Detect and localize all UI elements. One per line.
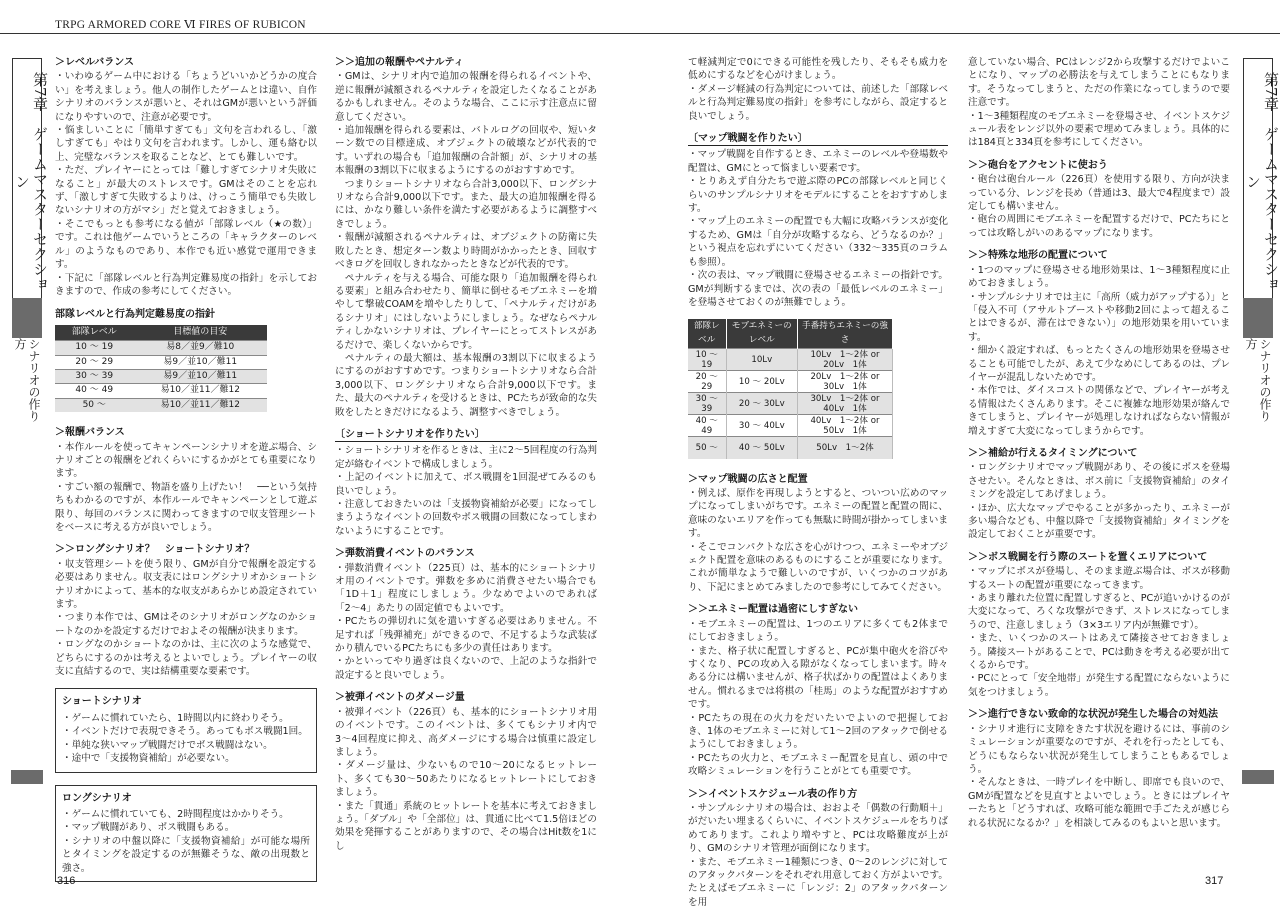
paragraph: ・つまり本作では、GMはそのシナリオがロングなのかショートなのかを設定するだけでおよその報酬が決まります。 [55,612,317,637]
table-row [55,398,267,412]
heading: ＞＞ロングシナリオ？ ショートシナリオ？ [55,544,255,556]
paragraph: ・そこでもっとも参考になる値が「部隊レベル（★の数）」です。これは他ゲームでいうところの「キャラクターのレベル」のようなものであり、本作でも近い感覚で運用できます。 [55,218,317,271]
box-item: ・ゲームに慣れていたら、1時間以内に終わりそう。 [62,712,289,724]
paragraph: ・砲台の周囲にモブエネミーを配置するだけで、PCたちにとっては攻略しがいのあるマップになります。 [968,214,1230,239]
tab-marker-right [1242,770,1274,784]
paragraph: ・PCにとって「安全地帯」が発生する配置にならないように気をつけましょう。 [968,673,1230,698]
box-title: ロングシナリオ [62,792,132,804]
paragraph: ・GMは、シナリオ内で追加の報酬を得られるイベントや、逆に報酬が減額されるペナルティを設定したくなることがあるかもしれません。そのような場合、ここに示す注意点に留意してください。 [335,71,597,123]
paragraph: ・PCたちの現在の火力をだいたいでよいので把握しておき、1体のモブエネミーに対して1〜2回のアタックで倒せるようにしておきましょう。 [688,712,948,751]
paragraph: ・マップにボスが登場し、そのまま遊ぶ場合は、ボスが移動するスートの配置が重要になってきます。 [968,566,1230,591]
paragraph: ・上記のイベントに加えて、ボス戦闘を1回混ぜてみるのも良いでしょう。 [335,472,597,497]
paragraph: ・本作ルールを使ってキャンペーンシナリオを遊ぶ場合、シナリオごとの報酬をどれくらいにするかがとても重要になります。 [55,441,317,480]
heading: ＞レベルバランス [55,57,134,68]
paragraph: ・そんなときは、一時プレイを中断し、即席でも良いので、GMが配置などを見直すとよいでしょう。ときにはプレイヤーたちと「どうすれば、攻略可能な範囲で手ごたえが感じられる状況になるか？」を相談してみるのもよいと思います。 [968,777,1230,829]
table-row [688,437,893,459]
heading: ＞＞エネミー配置は過密にしすぎない [688,604,858,616]
table-cell: 50 〜 [688,437,726,459]
paragraph: ・そこでコンパクトな広さを心がけつつ、エネミーやオブジェクト配置を意味のあるものにすることが重要になります。これが簡単なようで難しいのですが、いくつかのコツがあり、下記にまとめてみましたので参考にしてみてください。 [688,541,948,593]
enemy-guideline-table [688,319,893,458]
chapter-tab-label-right: 第7章 ゲームマスターセクション [1244,71,1280,292]
paragraph: ・シナリオ進行に支障をきたす状況を避けるには、事前のシミュレーションが重要なのですが、それを行ったとしても、どうにもならない状況が発生してしまうこともあるでしょう。 [968,723,1230,775]
tab-marker-left [11,770,43,784]
column-1 [55,56,317,874]
section-tab-label-left: シナリオの作り方 [13,338,41,422]
heading: ＞マップ戦闘の広さと配置 [688,473,808,485]
level-difficulty-table [55,325,267,412]
heading: ＞＞特殊な地形の配置について [968,250,1108,262]
paragraph: ・ダメージ量は、少ないもので10〜20になるヒットレート、多くても30〜50あたりになるヒットレートにしておきましょう。 [335,760,597,799]
paragraph: ・PCたちの火力と、モブエネミー配置を見直し、頭の中で攻略シミュレーションを行うことがとても重要です。 [688,752,948,778]
table-row [688,371,893,393]
paragraph: ・マップ戦闘を自作するとき、エネミーのレベルや登場数や配置は、GMにとって悩ましい要素です。 [688,149,948,174]
paragraph: ・細かく設定すれば、もっとたくさんの地形効果を登場させることも可能でしたが、あえて少なめにしてあるのは、プレイヤーが混乱しないためです。 [968,345,1230,383]
table-cell: 20Lv 1〜2体 or 30Lv 1体 [798,371,893,393]
paragraph: ・かといってやり過ぎは良くないので、上記のような指針で設定すると良いでしょう。 [335,656,597,681]
table-cell: 30 〜 39 [55,369,133,383]
box-title: ショートシナリオ [62,696,142,708]
paragraph: ・モブエネミーの配置は、1つのエリアに多くても2体までにしておきましょう。 [688,618,948,644]
table-header: モブエネミーのレベル [726,319,797,348]
table-cell: 30 〜 39 [688,393,726,415]
paragraph: ・また、モブエネミー1種類につき、0〜2のレンジに対してのアタックパターンをそれぞれ用意しておく方がよいです。たとえばモブエネミーに「レンジ：2」のアタックパターンを用 [688,856,948,908]
paragraph: ・被弾イベント（226頁）も、基本的にショートシナリオ用のイベントです。このイベントは、多くてもシナリオ内で3〜4回程度に抑え、高ダメージにする場合は慎重に設定しましょう。 [335,706,597,758]
table-cell: 10Lv 1〜2体 or 20Lv 1体 [798,349,893,371]
paragraph: ・また「貫通」系統のヒットレートを基本に考えておきましょう。「ダブル」や「全部位」は、貫通に比べて1.5倍ほどの効果を発揮することがありますので、その場合はHit数を1にし [335,800,597,852]
paragraph: ・例えば、原作を再現しようとすると、ついつい広めのマップになってしまいがちです。エネミーの配置と配置の間に、意味のないエリアを作っても無駄に時間が掛かってしまいます。 [688,488,948,540]
table-row [55,384,267,398]
table-cell: 50 〜 [55,398,133,412]
paragraph: ・追加報酬を得られる要素は、バトルログの回収や、短いターン数での目標達成、オブジェクトの破壊などが代表的です。いずれの場合も「追加報酬の合計額」が、シナリオの基本報酬の3割以下に収まるようにするのがおすすめです。 [335,125,597,177]
heading: ＞報酬バランス [55,427,125,439]
paragraph: ・サンプルシナリオの場合は、おおよそ「偶数の行動順＋」がだいたい埋まるくらいに、イベントスケジュールをちりばめてあります。これより増やすと、PCは攻略難度が上がり、GMのシナリオ管理が面倒になります。 [688,802,948,855]
table-cell: 40 〜 50Lv [726,437,797,459]
paragraph: ・ただ、プレイヤーにとっては「難しすぎてシナリオ失敗になること」が最大のストレスです。GMはそのことを忘れず、「激しすぎて失敗するよりは、けっこう簡単でも失敗しないシナリオの方がマシ」だと覚えておきましょう。 [55,165,317,217]
paragraph: ペナルティを与える場合、可能な限り「追加報酬を得られる要素」と組み合わせたり、簡単に倒せるモブエネミーを増やして撃破COAMを増やしたりして、「ペナルティだけがあるシナリオ」にはしないようにしましょう。なぜならペナルティしかないシナリオは、プレイヤーにとってストレスがあるだけで、楽しくないからです。 [335,272,597,351]
table-cell: 30 〜 40Lv [726,415,797,437]
paragraph: ・PCたちの弾切れに気を遣いすぎる必要はありません。不足すれば「残弾補充」ができるので、不足するような武装ばかり積んでいるPCたちにも多少の責任はあります。 [335,616,597,655]
table-cell: 易9／並10／難11 [133,355,267,369]
table-cell: 易9／並10／難11 [133,369,267,383]
paragraph: て軽減判定で0にできる可能性を残したり、そもそも威力を低めにするなどを心がけましょう。 [688,57,948,82]
paragraph: ・また、いくつかのスートはあえて隣接させておきましょう。隣接スートがあることで、PCは動きを考える必要が出てくるからです。 [968,633,1230,672]
paragraph: 意していない場合、PCはレンジ2から攻撃するだけでよいことになり、マップの必勝法を与えてしまうことにもなります。そうなってしまうと、ただの作業になってしまうので要注意です。 [968,57,1230,109]
page-number-right: 317 [1205,875,1224,887]
chapter-tab-left [12,58,49,298]
table-cell: 易10／並11／難12 [133,398,267,412]
paragraph: ・1〜3種類程度のモブエネミーを登場させ、イベントスケジュール表をレンジ以外の要素で埋めてみましょう。具体的には184頁と334頁を参考にしてください。 [968,110,1230,149]
table-header: 目標値の目安 [133,325,267,341]
paragraph: ・収支管理シートを使う限り、GMが自分で報酬を設定する必要はありません。収支表にはロングシナリオかショートシナリオかによって、基本的な収支があらかじめ設定されています。 [55,558,317,611]
paragraph: ・ロングなのかショートなのかは、主に次のような感覚で、どちらにするのかは考えるとよいでしょう。プレイヤーの収支に直結するので、実は結構重要な要素です。 [55,639,317,678]
running-head: TRPG ARMORED CORE Ⅵ FIRES OF RUBICON [55,19,306,31]
table-header: 手番持ちエネミーの強さ [798,319,893,348]
paragraph: ・いわゆるゲーム中における「ちょうどいいかどうかの度合い」を考えましょう。他人の制作したゲームとは違い、自作シナリオのバランスが悪いと、それはGMが悪いという評価になりやすいので、注意が必要です。 [55,71,317,123]
paragraph: ・ショートシナリオを作るときは、主に2〜5回程度の行為判定が絡むイベントで構成しましょう。 [335,445,597,470]
paragraph: ・注意しておきたいのは「支援物資補給が必要」になってしまうようなイベントの回数やボス戦闘の回数になってしまわないようにすることです。 [335,499,597,537]
table-cell: 30Lv 1〜2体 or 40Lv 1体 [798,393,893,415]
section-heading: 〔マップ戦闘を作りたい〕 [688,132,948,146]
table-cell: 易8／並9／難10 [133,341,267,355]
heading: ＞＞補給が行えるタイミングについて [968,447,1138,459]
section-tab-left [12,338,42,428]
column-3 [688,56,948,908]
table-cell: 易10／並11／難12 [133,384,267,398]
table-row [55,341,267,355]
paragraph: ・ほか、広大なマップでやることが多かったり、エネミーが多い場合なども、中盤以降で「支援物資補給」タイミングを設定しておくことが重要です。 [968,502,1230,541]
table-cell: 40Lv 1〜2体 or 50Lv 1体 [798,415,893,437]
table-cell: 40 〜 49 [688,415,726,437]
paragraph: ・弾数消費イベント（225頁）は、基本的にショートシナリオ用のイベントです。弾数を多めに消費させたい場合でも「1D＋1」程度にしましょう。少なめでよいのであれば「2〜4」あたりの固定値でもよいです。 [335,562,597,614]
chapter-tab-label-left: 第7章 ゲームマスターセクション [13,71,49,292]
paragraph: ・マップ上のエネミーの配置でも大幅に攻略バランスが変化するため、GMは「自分が攻略するなら、どうなるのか？」という視点を忘れずにいてください（332〜335頁のコラムも参照）。 [688,216,948,268]
table-cell: 20 〜 29 [688,371,726,393]
table-cell: 10 〜 20Lv [726,371,797,393]
box-item: ・ゲームに慣れていても、2時間程度はかかりそう。 [62,808,289,820]
table-cell: 10 〜 19 [688,349,726,371]
short-scenario-box [55,688,317,772]
table-row [55,355,267,369]
box-item: ・途中で「支援物資補給」が必要ない。 [62,753,235,765]
paragraph: つまりショートシナリオなら合計3,000以下、ロングシナリオなら合計9,000以下です。また、最大の追加報酬を得るには、かなり難しい条件を満たす必要があるように調整すべきでしょう。 [335,178,597,230]
table-cell: 20 〜 30Lv [726,393,797,415]
paragraph: ・とりあえず自分たちで遊ぶ際のPCの部隊レベルと同じくらいのサンプルシナリオをモデルにすることをおすすめします。 [688,176,948,215]
section-heading: 〔ショートシナリオを作りたい〕 [335,428,597,442]
table-row [688,349,893,371]
paragraph: ・1つのマップに登場させる地形効果は、1〜3種類程度に止めておきましょう。 [968,264,1230,290]
heading: ＞＞進行できない致命的な状況が発生した場合の対処法 [968,709,1218,721]
table-cell: 50Lv 1〜2体 [798,437,893,459]
chapter-tab-right [1243,58,1280,298]
box-item: ・マップ戦闘があり、ボス戦闘もある。 [62,822,235,834]
box-item: ・イベントだけで表現できそう。あってもボス戦闘1回。 [62,726,308,738]
table-cell: 10Lv [726,349,797,371]
paragraph: ・砲台は砲台ルール（226頁）を使用する限り、方向が決まっている分、レンジを長め（普通は3、最大で4程度まで）設定しても構いません。 [968,174,1230,213]
heading: ＞＞イベントスケジュール表の作り方 [688,788,858,800]
paragraph: ・悩ましいことに「簡単すぎても」文句を言われるし、「激しすぎても」やはり文句を言われます。しかし、運も絡む以上、完璧なバランスを取ることなど、とても難しいです。 [55,125,317,163]
table-cell: 40 〜 49 [55,384,133,398]
heading: ＞＞砲台をアクセントに使おう [968,159,1108,171]
page-number-left: 316 [57,875,76,887]
table-row [688,415,893,437]
section-tab-right [1243,338,1273,428]
table-row [688,393,893,415]
heading: ＞＞追加の報酬やペナルティ [335,57,464,68]
paragraph: ・報酬が減額されるペナルティは、オブジェクトの防衛に失敗したとき、想定ターン数より時間がかかったとき、回収すべきログを回収しきれなかったときなどが代表的です。 [335,232,597,271]
long-scenario-box [55,785,317,882]
paragraph: ・また、格子状に配置しすぎると、PCが集中砲火を浴びやすくなり、PCの攻め入る隙がなくなってしまいます。時々ある分には構いませんが、格子状ばかりの配置はよくありません。慣れるまでは将棋の「桂馬」のような配置がおすすめです。 [688,645,948,711]
table-cell: 10 〜 19 [55,341,133,355]
chapter-tab-dark-band-right [1243,298,1273,343]
section-tab-label-right: シナリオの作り方 [1244,338,1272,422]
paragraph: ・本作では、ダイスコストの関係などで、プレイヤーが考える情報はたくさんあります。そこに複雑な地形効果が絡んできてしまうと、プレイヤーが処理しなければならない情報が増えすぎて大変になってしまうからです。 [968,385,1230,437]
header-rule [0,33,1280,34]
column-4 [968,56,1230,866]
heading: ＞＞ボス戦闘を行う際のスートを置くエリアについて [968,551,1208,563]
table-header: 部隊レベル [688,319,726,348]
paragraph: ・ロングシナリオでマップ戦闘があり、その後にボスを登場させたい。そんなときは、ボス前に「支援物資補給」のタイミングを設定してあげましょう。 [968,462,1230,501]
paragraph: ペナルティの最大額は、基本報酬の3割以下に収まるようにするのがおすすめです。つまりショートシナリオなら合計3,000以下、ロングシナリオなら合計9,000以下です。また、最大のペナルティを受けるときは、PCたちが致命的な失敗をしたときだけになるよう、調整すべきでしょう。 [335,352,597,418]
paragraph: ・あまり離れた位置に配置しすぎると、PCが追いかけるのが大変になって、ろくな攻撃ができず、ストレスになってしまうので、注意しましょう（3×3エリア内が無難です）。 [968,593,1230,631]
paragraph: ・下記に「部隊レベルと行為判定難易度の指針」を示しておきますので、作成の参考にしてください。 [55,272,317,297]
paragraph: ・すごい額の報酬で、物語を盛り上げたい！ ──という気持ちもわかるのですが、本作ルールでキャンペーンとして遊ぶ限り、毎回のバランスに関わってきますので収支管理シートをベースに考える方が良いでしょう。 [55,481,317,533]
box-item: ・シナリオの中盤以降に「支援物資補給」が可能な場所とタイミングを設定するのが無難そうな、敵の出現数と強さ。 [62,835,310,874]
chapter-tab-dark-band-left [12,298,42,343]
heading: ＞被弾イベントのダメージ量 [335,692,465,704]
paragraph: ・次の表は、マップ戦闘に登場させるエネミーの指針です。GMが判断するまでは、次の表の「最低レベルのエネミー」を登場させておくのが無難でしょう。 [688,270,948,308]
heading: ＞弾数消費イベントのバランス [335,548,475,560]
table-row [55,369,267,383]
box-item: ・単純な狭いマップ戦闘だけでボス戦闘はない。 [62,739,273,751]
table-title: 部隊レベルと行為判定難易度の指針 [55,309,215,321]
paragraph: ・サンプルシナリオでは主に「高所（威力がアップする）」と「侵入不可（アサルトブーストや移動2回によって超えることはできるが、滞在はできない）」の地形効果を用いています。 [968,291,1230,343]
table-header: 部隊レベル [55,325,133,341]
table-cell: 20 〜 29 [55,355,133,369]
column-2 [335,56,597,866]
paragraph: ・ダメージ軽減の行為判定については、前述した「部隊レベルと行為判定難易度の指針」を参考にしながら、設定すると良いでしょう。 [688,83,948,122]
